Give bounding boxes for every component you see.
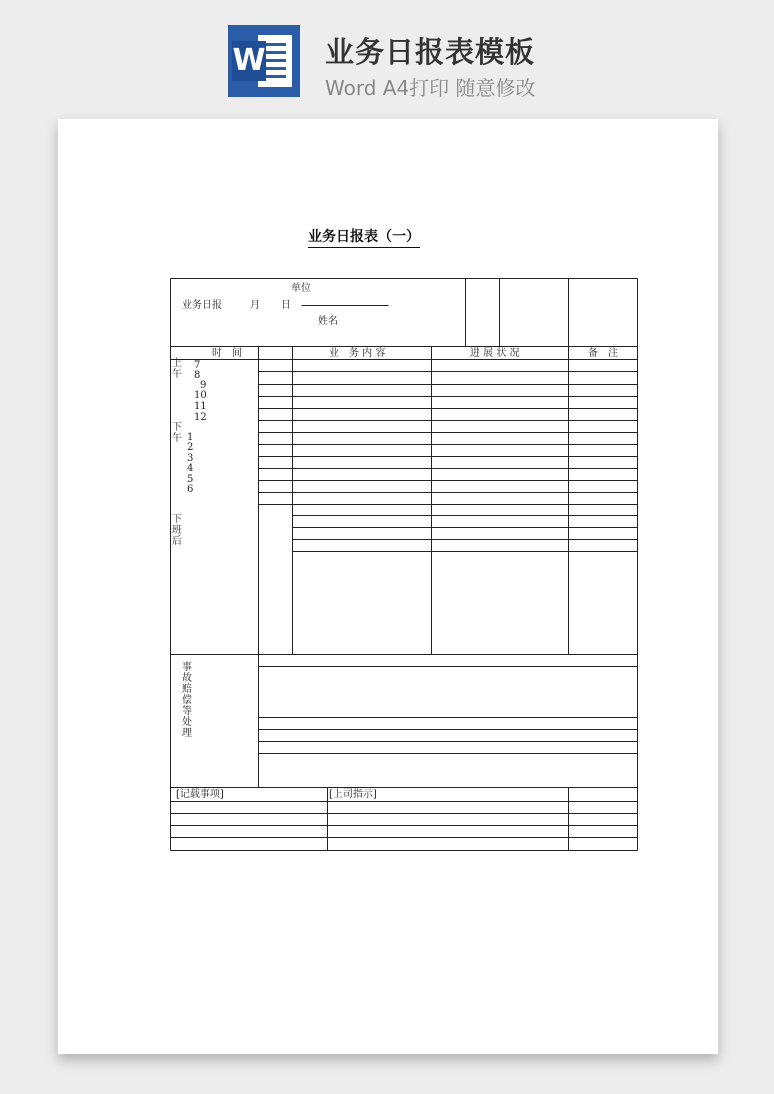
instructions-label: [上司指示] [329, 789, 377, 800]
daily-report-table [170, 278, 638, 851]
template-subtitle: Word A4打印 随意修改 [325, 76, 536, 100]
col-time-header: 时 间 [212, 348, 242, 359]
col-progress-header: 进 展 状 况 [470, 348, 520, 359]
after-work-label: 下班后 [172, 514, 182, 547]
name-label: 姓名 [318, 316, 338, 327]
word-letter: W [232, 41, 266, 81]
accident-label: 事故赔偿等处理 [182, 662, 192, 739]
hour-6: 6 [187, 484, 194, 495]
afternoon-label: 下午 [172, 422, 182, 444]
hour-5: 5 [187, 474, 194, 485]
hour-1: 1 [187, 432, 194, 443]
col-remarks-header: 备 注 [588, 348, 618, 359]
hour-3: 3 [187, 453, 194, 464]
notes-label: [记载事项] [176, 789, 224, 800]
hour-12: 12 [194, 412, 207, 423]
hour-10: 10 [194, 390, 207, 401]
day-label: 日 [281, 300, 291, 311]
col-content-header: 业 务 内 容 [329, 348, 386, 359]
report-label: 业务日报 [182, 300, 222, 311]
table-grid [170, 278, 638, 851]
hour-4: 4 [187, 463, 194, 474]
month-label: 月 [250, 300, 260, 311]
template-title: 业务日报表模板 [325, 35, 536, 69]
document-title: 业务日报表（一） [308, 226, 420, 248]
hour-8: 8 [194, 370, 201, 381]
hour-11: 11 [194, 401, 207, 412]
morning-label: 上午 [172, 358, 182, 380]
unit-label: 单位 [291, 283, 311, 294]
hour-2: 2 [187, 442, 194, 453]
word-app-icon [228, 25, 300, 97]
hour-7: 7 [194, 360, 201, 371]
hour-9: 9 [200, 380, 207, 391]
